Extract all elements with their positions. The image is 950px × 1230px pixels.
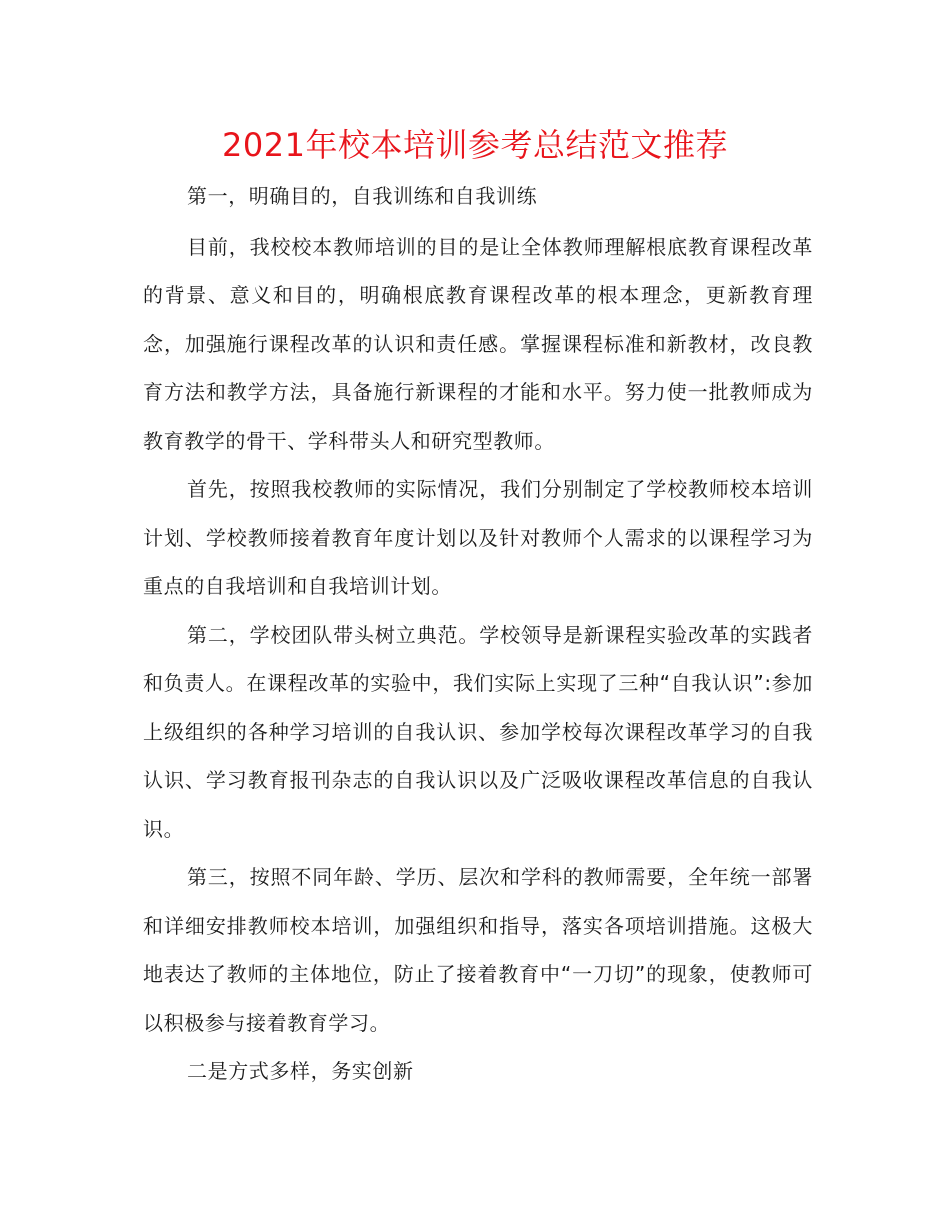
document-body bbox=[143, 172, 813, 1098]
document-title: 2021年校本培训参考总结范文推荐 bbox=[222, 126, 728, 164]
paragraph-leadership: 第二，学校团队带头树立典范。学校领导是新课程实验改革的实践者和负责人。在课程改革的实验中，我们实际上实现了三种“自我认识”:参加上级组织的各种学习培训的自我认识、参加学校每次课程改革学习的自我认识、学习教育报刊杂志的自我认识以及广泛吸收课程改革信息的自我认识。 bbox=[143, 622, 813, 841]
paragraph-arrangement: 第三，按照不同年龄、学历、层次和学科的教师需要，全年统一部署和详细安排教师校本培训，加强组织和指导，落实各项培训措施。这极大地表达了教师的主体地位，防止了接着教育中“一刀切”的现象，使教师可以积极参与接着教育学习。 bbox=[143, 865, 813, 1035]
paragraph-goals: 目前，我校校本教师培训的目的是让全体教师理解根底教育课程改革的背景、意义和目的，明确根底教育课程改革的根本理念，更新教育理念，加强施行课程改革的认识和责任感。掌握课程标准和新教材，改良教育方法和教学方法，具备施行新课程的才能和水平。努力使一批教师成为教育教学的骨干、学科带头人和研究型教师。 bbox=[143, 234, 813, 453]
paragraph-plans: 首先，按照我校教师的实际情况，我们分别制定了学校教师校本培训计划、学校教师接着教育年度计划以及针对教师个人需求的以课程学习为重点的自我培训和自我培训计划。 bbox=[143, 477, 813, 598]
section-heading-2: 二是方式多样，务实创新 bbox=[187, 1059, 414, 1083]
section-heading-1: 第一，明确目的，自我训练和自我训练 bbox=[187, 184, 538, 208]
